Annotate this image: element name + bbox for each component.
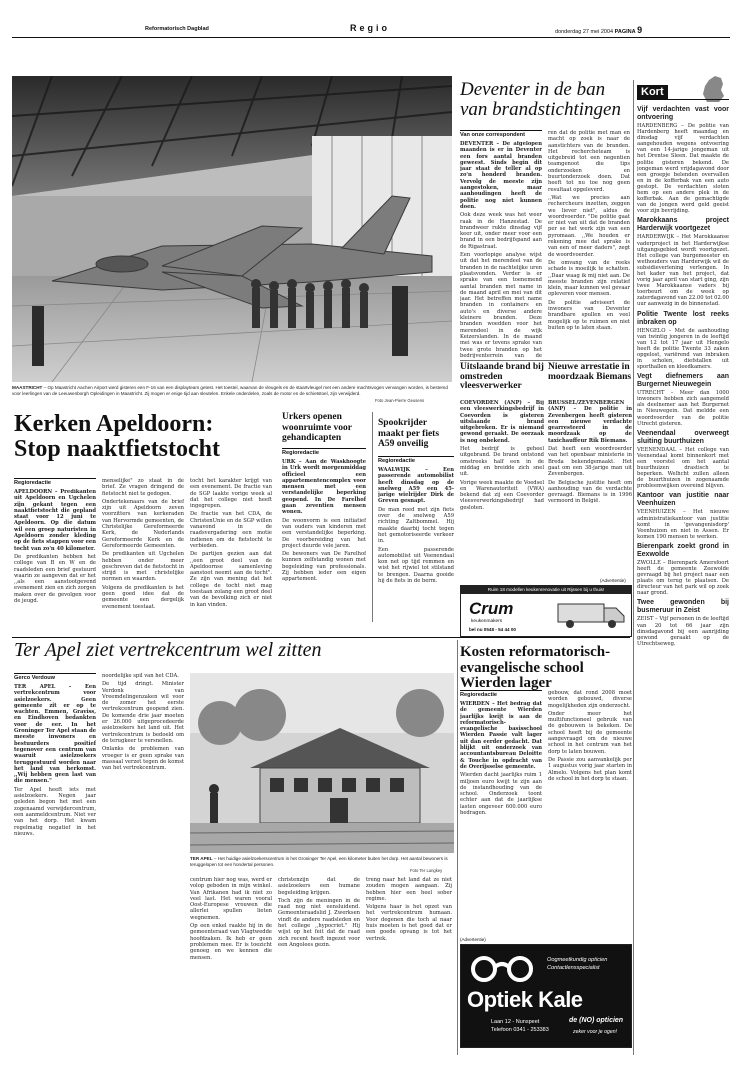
- kort-item-text: ZEIST – Vijf personen in de leeftijd van 20 tot 66 jaar zijn dinsdagavond bij een aanrijding gewond geraakt op de Utrechtseweg.: [637, 616, 729, 647]
- terapel-lede: TER APEL – Een vertrekcentrum voor asielzoekers. Geen gemeente zit er op te wachten. Emmen, Graviss, en Eindhoven bedankten voor de eer. In het Groninger Ter Apel staan de meeste inwoners en bestuurders positief tegenover een centrum van waaruit asielzoekers teruggestuurd worden naar het land van herkomst. ,,Wij hebben geen last van die mensen.": [14, 684, 96, 785]
- kerken-col-2: [102, 478, 184, 621]
- kerken-lede: APELDOORN – Predikanten uit Apeldoorn en Ugchelen zijn gekant tegen een naaktfietstocht die gepland staat voor 12 juni te Apeldoorn. Op die datum wil een groep naturisten in Apeldoorn zonder kleding op de fiets stappen voor een tocht van zo'n 40 kilometer.: [14, 489, 96, 552]
- terapel-p: treng naar het land dat ze niet zouden mogen aangaan. Zij hebben hier een heel sober regime.: [366, 877, 452, 902]
- kort-item-heading: Politie Twente lost reeks inbraken op: [637, 310, 729, 326]
- asylum-center-illustration: [190, 673, 454, 853]
- kosten-col-1: [460, 701, 542, 934]
- spookrijder-headline: Spookrijder maakt per fiets A59 onveilig: [378, 418, 440, 449]
- uitslaande-headline: Uitslaande brand bij omstreden vleesverwerker: [460, 362, 544, 391]
- kosten-col-2: [548, 690, 632, 934]
- glasses-icon: [467, 953, 537, 985]
- kosten-p: De Passie zou aanvankelijk per 1 augustus vorig jaar starten in Almelo. Volgens het plan komt de school in het dorp te staan.: [548, 756, 632, 782]
- uitslaande-p: Het bedrijf is geheel uitgebrand. De brand ontstond omstreeks half een in de middag en breidde zich snel uit.: [460, 446, 544, 478]
- terapel-caption-label: TER APEL: [190, 856, 213, 861]
- deventer-p: Een voorlopige analyse wijst uit dat het merendeel van de branden in de nachtelijke uren plaatsvonden. Verder is er sprake van een toenemend aantal branden met name in de maand april en mei van dit jaar. Het betreffen met name branden in containers en auto's en diverse andere kleinere branden. Deze branden woedden voor het merendeel in de wijk Keizerslanden. In de maand mei was er tevens sprake van twee grote branden op het bedrijventerrein van de: [460, 252, 542, 359]
- terapel-p: Onlanks de problemen van vroeger is er geen sprake van massaal verzet tegen de komst van het vertrekcentrum.: [102, 746, 184, 772]
- date-text: donderdag 27 mei 2004: [555, 29, 614, 35]
- spookrijder-body: [378, 467, 454, 621]
- urkers-p: De bewoners van De Farelhof kunnen zelfstandig wonen met begeleiding van professionals. Zij hebben ieder een eigen appartement.: [282, 551, 366, 583]
- kort-item-heading: Bierenpark zoekt grond in Eexwolde: [637, 542, 729, 558]
- kosten-lede: WIERDEN – Het bedrag dat de gemeente Wierden jaarlijks kwijt is aan de reformatorisch-evangelische basisschool Wierden Passie valt lager uit dan eerder gedacht. Dat blijkt uit onderzoek van accountantsbureau Deloitte & Touche in opdracht van de Overijsselse gemeente.: [460, 701, 542, 770]
- header-rule: [12, 37, 730, 38]
- kort-item: [637, 543, 729, 597]
- kort-item-text: VEENENDAAL – Het college van Veenendaal komt binnenkort met een voorstel om het aantal buurthuizen drastisch te beperken. Welhcht zullen alleen de buurthuizen in zogenaamde probleemwijken overeind blijven.: [637, 446, 729, 490]
- kort-item-heading: Veenendaal overweegt sluiting buurthuizen: [637, 429, 729, 445]
- f16-hangar-illustration: [12, 76, 452, 382]
- spookrijder-author: Regioredactie: [378, 456, 454, 464]
- terapel-p: centrum hier nog was, werd er volop geboden in mijn winkel. Van Afrikanen had ik niet zo veel last. Het waren vooral Oost-Europese vrouwen die allerlei spullen lieten wegnemen.: [190, 877, 272, 921]
- arrestatie-headline: Nieuwe arrestatie in moordzaak Biemans: [548, 362, 632, 382]
- deventer-headline: Deventer in de ban van brandstichtingen: [460, 79, 621, 120]
- kort-item-heading: Twee gewonden bij busmeruur in Zeist: [637, 599, 729, 615]
- arrestatie-lede: BRUSSEL/ZEVENBERGEN (ANP) – De politie in Zevenbergen heeft gisteren een nieuwe verdachte gearresteerd in de moordzaak op de taxichauffeur Rik Biemans.: [548, 400, 632, 444]
- hangar-caption-text: – Op Maastricht Aachen Airport werd gisteren een F-16 van een displayteam getest. Het toestel, waarvan de vleugels en de staartvleugel met een andere machtsvogen vervangen worden, is bestemd voor leerlingen van de Leeuwenborgh Opleidingen in Maastricht. Zij mogen er enige tijd aan sleutelen. Enkele onderdelen, zoals de motor en de schietstoel, zijn verwijderd.: [12, 385, 448, 396]
- kort-item-heading: Vijf verdachten vast voor ontvoering: [637, 106, 729, 121]
- section-rule: [12, 637, 630, 638]
- deventer-p: ren dat de politie met man en macht op zoek is naar de aanstichters van de branden. Het rechercheteam is uitgebreid tot een negentien teamgenoot die tips onderzoeken en buurtonderzoek doen. Dat heeft tot nu toe nog geen resultaat opgeleverd.: [548, 130, 630, 193]
- kort-divider: [633, 80, 634, 1055]
- crum-tagline: Ruim 18 modellen keukenrenovatie uit Rijssen bij u thuis!: [461, 586, 631, 594]
- crum-ad[interactable]: [460, 585, 632, 637]
- optiek-brand: Optiek Kale: [467, 987, 583, 1012]
- uitslaande-body: [460, 400, 544, 575]
- kerken-p: Ondertekenaars van de brief zijn uit Apeldoorn zeven voorzitters van kerkeraden van Hervormde gemeenten, de Christelijke Gereformeerde Kerk, de Nederlands Gereformeerde Kerk en de Gereformeerde Gemeenten.: [102, 498, 184, 549]
- urkers-body: [282, 459, 366, 621]
- kort-item-heading: Kantoor van justitie naar Veenhuizen: [637, 492, 729, 508]
- kort-item: [637, 106, 729, 214]
- terapel-col-2: [102, 673, 184, 1054]
- hangar-photo: [12, 76, 452, 382]
- terapel-headline: Ter Apel ziet vertrekcentrum wel zitten: [14, 639, 322, 661]
- optiek-kale-ad[interactable]: [460, 944, 632, 1048]
- kerken-headline: Kerken Apeldoorn: Stop naaktfietstocht: [14, 411, 221, 462]
- kort-item-text: HARDERWIJK – Het Marokkaanse vaderproject in het Harderwijkse uitgangsgebied wordt voortgezet. Het college van burgemeester en wethouders van Harderwijk wil de subsidieverlening verlengen. In het kader van het project, dat vorig jaar april van start ging, zijn twee Marokkaanse vaders bij toerbeurt om de week op zaterdagavond van 22.00 tot 02.00 uur aanwezig in de binnenstad.: [637, 234, 729, 308]
- page-number: 9: [637, 25, 643, 35]
- arrestatie-p: De Belgische justitie heeft om aanhouding van de verdachte gevraagd. Biemans is in 1996 vermoord in België.: [548, 479, 632, 505]
- terapel-p: noordelijke spil van het CDA.: [102, 673, 179, 679]
- kort-item-heading: Vegt diefnemers aan Burgernet Nieuwegein: [637, 373, 729, 389]
- optiek-address: Laan 12 - Nunspeet: [491, 1019, 540, 1025]
- terapel-p: christenzijn dat de asielzoekers een humane begeleiding krijgen.: [278, 877, 360, 896]
- kerken-col-1: [14, 489, 96, 621]
- kerken-col-3: [190, 478, 272, 621]
- terapel-col-5: [366, 877, 452, 1054]
- urkers-author: Regioredactie: [282, 448, 366, 456]
- uitslaande-p: Vorige week maakte de Voedsel en Warenautoriteit (VWA) bekend dat zij een Coevorder vleesverwerkingsbedrijf had gesloten.: [460, 479, 544, 511]
- kort-item: [637, 599, 729, 646]
- kort-item-text: UTRECHT – Meer dan 1000 inwoners hebben zich aangemeld als deelnemer aan het Burgernet in Nieuwegein. Dat meldde een woordvoerder van de politie Utrecht gisteren.: [637, 390, 729, 427]
- kosten-p: Wierden dacht jaarlijks ruim 1 miljoen euro kwijt te zijn aan de instandhouding van de school. Onderzoek toont echter aan dat de jaarlijkse lasten ongeveer 600.000 euro bedragen.: [460, 772, 542, 817]
- terapel-author: Gerco Verdouw: [14, 673, 96, 681]
- kerken-p: menselijke" zo staat in de brief. Ze vragen dringend de fietstocht niet te gedogen.: [102, 478, 184, 497]
- spookrijder-lede: WAALWIJK – Een passerende automobilist heeft dinsdag op de snelweg A59 een 45-jarige wielrijder Dirk de Greven gesnapt.: [378, 467, 454, 505]
- deventer-author: Van onze correspondent: [460, 130, 542, 138]
- deventer-p: De omvang van de reeks schade is moeilijk te schatten. ,,Daar waag ik mij niet aan. De meeste branden zijn relatief klein, maar kunnen wel gevaar opleveren voor mensen.: [548, 259, 630, 298]
- crum-ad-label: (Advertentie): [600, 578, 626, 583]
- hangar-caption: [12, 385, 452, 396]
- terapel-col-4: [278, 877, 360, 1054]
- section-name: Regio: [350, 23, 391, 33]
- kort-item-text: HARDENBERG – De politie van Hardenberg heeft maandag en dinsdag vijf verdachten aangehouden wegens ontvoering van een 14-jarige jongeman uit het Drentse Sleen. Dat maakte de politie gisteren bekend. De jongeman werd vrijdagavond door een groepje belenden overvallen en in de kofferbak van een auto gestopt. De verdachten sloten hem op een andere plek in de kofferbak. Aan de gemachtigde van de jongen werd geld geeist voor zijn bevrijding.: [637, 123, 729, 215]
- optiek-logo: [569, 1017, 623, 1024]
- deventer-lede: DEVENTER – De afgelopen maanden is er in Deventer een fors aantal branden geweest. Sinds begin dit jaar staat de teller al op zo'n honderd branden. Vervolg de meeste zijn aangestoken, maar aanhoudingen heeft de politie nog niet kunnen doen.: [460, 141, 542, 210]
- terapel-col-3: [190, 877, 272, 1054]
- optiek-logo-prefix: de: [569, 1017, 578, 1024]
- arrestatie-p: Dat heeft een woordvoerder van het openbaar ministerie in Breda bekendgemaakt. Het gaat om een 38-jarige man uit Zevenbergen.: [548, 446, 632, 478]
- optiek-phone: Telefoon 0341 - 253383: [491, 1027, 549, 1033]
- kort-item: [637, 492, 729, 539]
- kort-header: [637, 80, 729, 98]
- kerken-p: De fractie van het CDA, de ChristenUnie en de SGP willen vanavond in de raadsvergadering een motie indienen om de fietstocht te verbieden.: [190, 511, 272, 549]
- spookrijder-p: Een passerende automobilist uit Veenendaal kon net op tijd remmen en wist het rijwiel tot stilstand te brengen. Daarna gooide hij de fiets in de berm.: [378, 546, 454, 585]
- kort-item-text: HENGELO – Met de aanhouding van twintig jongeren in de leeftijd van 12 tot 17 jaar uit Hengelo heeft de politie Twente 33 zaken opgelost, variërend van inbraken in scholen, diefstallen uit sporthallen en kleedkamers.: [637, 327, 729, 371]
- crum-brand-sub: keukenmakers: [471, 619, 503, 624]
- deventer-p: Ook deze week was het weer raak in de Hanzestad. De brandweer rukte dinsdag vijf keer uit, onder meer voor een brand in een bedrijfspand aan de Rigastraat.: [460, 212, 542, 250]
- urkers-p: De woonvorm is een initiatief van ouders van kinderen met een verstandelijke beperking. De voorbereiding van het project duurde vele jaren.: [282, 517, 366, 549]
- terapel-p: Op een enkel raakte hij in de gemeenteraad van Vlagtwedde hoofdzaken. Ik heb er geen problemen mee. Er is toezicht genoeg en we kennen die mensen.: [190, 923, 272, 961]
- optiek-logo-mark: (NO): [579, 1017, 595, 1024]
- terapel-photo-credit: Foto Ter Langkey: [410, 868, 443, 873]
- paper-name: Reformatorisch Dagblad: [145, 26, 209, 32]
- divider: [460, 360, 630, 361]
- kerken-p: Volgens de predikanten is het geen goed idee dat de gemeente een dergelijk evenement toestaat.: [102, 584, 184, 610]
- optiek-logo-word: opticien: [596, 1017, 624, 1024]
- optiek-ad-label: (Advertentie): [460, 937, 486, 942]
- crum-phone: bel nu 0548 - 54 44 00: [469, 627, 516, 632]
- deventer-p: ,,Wat we precies aan rechercheurs inzetten, zeggen we liever niet", aldus de woordvoerder. "De politie gaat er niet van uit dat de branden per se het werk zijn van een pyromaan. ,,We houden er rekening mee dat sprake is van een of meer daders", zegt de woordvoerder.: [548, 194, 630, 258]
- delivery-van-icon: [556, 598, 626, 630]
- terapel-p: Ter Apel heeft iets met asielzoekers. Negen jaar geleden begon het met een zogenaamd verwijdercentrum, een aanmeldcentrum. Niet ver van het dorp. Het kwam regelmatig negatief in het nieuws.: [14, 786, 96, 837]
- terapel-p: De tijd dringt. Minister Verdonk van Vreemdelingenzaken wil voor de zomer het eerste vertrekcentrum geopend zien. De komende drie jaar moeten er 26.000 uitgeprocedeerde asielzoekers het land uit. Het vertrekcentrum is bedoeld om de terugkeer te versnellen.: [102, 681, 184, 744]
- terapel-p: Toch zijn de meningen in de raad nog niet eensluidend. Gemeenteraadslid J. Zwerksen vindt de andere raadsleden en het college ,,hypocriet." Hij wijst op het feit dat de raad zich recent heeft ingezet voor een Angolees gezin.: [278, 897, 360, 948]
- kort-rule: [637, 99, 729, 100]
- kort-item-text: VEENHUIZEN – Het nieuwe administratiekantoor van justitie komt in 'gevangenisdorp' Veenhuizen en niet in Assen. Er komen 190 mensen te werken.: [637, 509, 729, 540]
- kerken-p: De partijen gezien aan dat ,,een groot deel van de Apeldoornse samenleving aanstoot neemt aan de tocht". Ze zijn van mening dat het college de tocht niet mag toestaan zolang een groot deel van de bevolking zich er niet in kan vinden.: [190, 551, 272, 608]
- optiek-slogan: zeker voor je ogen!: [573, 1029, 618, 1035]
- urkers-headline: Urkers openen woonruimte voor gehandicapten: [282, 412, 352, 443]
- terapel-photo: [190, 673, 454, 853]
- urkers-lede: URK – Aan de Waskhoogte in Urk wordt morgenmiddag officieel een appartementencomplex voor mensen met een verstandelijke beperking geopend. In De Farelhof gaan zeventien mensen wonen.: [282, 459, 366, 516]
- kerken-p: tocht het karakter krijgt van een evenement. De fractie van de SGP laakte vorige week al dat het college niet heeft ingegrepen.: [190, 478, 272, 510]
- hangar-caption-label: MAASTRICHT: [12, 385, 43, 390]
- kerken-author: Regioredactie: [14, 478, 96, 486]
- kort-item-heading: Marokkaans project Harderwijk voortgezet: [637, 217, 729, 233]
- kort-item: [637, 430, 729, 490]
- kort-item: [637, 373, 729, 427]
- kosten-p: gebouw, dat rond 2008 moet worden gebouwd, diverse mogelijkheden zijn onderzocht.: [548, 690, 632, 709]
- optiek-top2: Contactlensspecialist: [547, 965, 600, 971]
- kerken-p: De predikanten hebben het college van B en W en de raadsleden een brief gestuurd waarin ze aangeven dat er het ,,als een aanstootgevend evenement zien en zich zorgen maken over de gevolgen voor de jeugd.: [14, 553, 96, 605]
- kort-list: [637, 103, 729, 1053]
- terapel-photo-caption: [190, 856, 454, 867]
- divider: [457, 640, 458, 1055]
- crum-brand: Crum: [469, 599, 514, 618]
- kosten-author: Regioredactie: [460, 690, 542, 698]
- arrestatie-body: [548, 400, 632, 575]
- terapel-caption-text: – Het huidige asielzoekerscentrum in het Groninger Ter Apel, een kilometer buiten het dorp. Het aantal bewoners is teruggelopen tot een hondertal personen.: [190, 856, 448, 867]
- kosten-p: Onder meer het multifunctioneel gebruik van de gebouwen is bekeken. De school heeft bij de gemeente aangevraagd om de nieuwe school in het centrum van het dorp te laten bouwen.: [548, 710, 632, 755]
- uitslaande-lede: COEVORDEN (ANP) – Bij een vleeswerkingsbedrijf in Coevorden is gisteren uitslaande brand uitgebroken. Er is niemand gewond geraakt. De oorzaak is nog onbekend.: [460, 400, 544, 444]
- deventer-col-1: [460, 141, 542, 359]
- kort-item-text: ZWOLLE – Bierenpark Amersfoort heeft de gemeente Zeewolde gevraagd bij het project naar een plaats om terug te plaatsen. De directeur van het park wil op zoek naar grond.: [637, 559, 729, 597]
- kort-item: [637, 217, 729, 307]
- deventer-col-2: [548, 130, 630, 359]
- page-date: [555, 25, 642, 35]
- deventer-p: De politie adviseert de inwoners van Deventer brandbare spullen en veel mogelijk op te ruimen en niet buiten op te laten staan.: [548, 299, 630, 331]
- kosten-headline: Kosten reformatorisch-evangelische school Wierden lager: [460, 644, 611, 691]
- terapel-col-1: [14, 684, 96, 1054]
- page-label: PAGINA: [614, 29, 636, 35]
- spookrijder-p: De man reed met zijn fiets over de snelweg A59 richting Zaltbommel. Hij maakte daarbij tocht tegen het gemotoriseerde verkeer in.: [378, 506, 454, 545]
- page-header: [0, 0, 738, 40]
- terapel-p: Volgens haar is het opzet van het vertrekcentrum humaan. Voor degenen die toch al naar huis moeten is het goed dat er een goede opvang is tot het vertrek.: [366, 904, 452, 942]
- optiek-top1: Oogmeetkundig opticien: [547, 957, 608, 963]
- hangar-credit: Foto Jean-Pierre Geusens: [375, 398, 425, 403]
- kerken-p: De predikanten uit Ugchelen hebben onder meer geschreven dat de fietstocht in strijd is met christelijke normen en waarden.: [102, 551, 184, 583]
- kort-title: Kort: [637, 85, 668, 99]
- divider: [372, 412, 373, 622]
- kort-item: [637, 311, 729, 371]
